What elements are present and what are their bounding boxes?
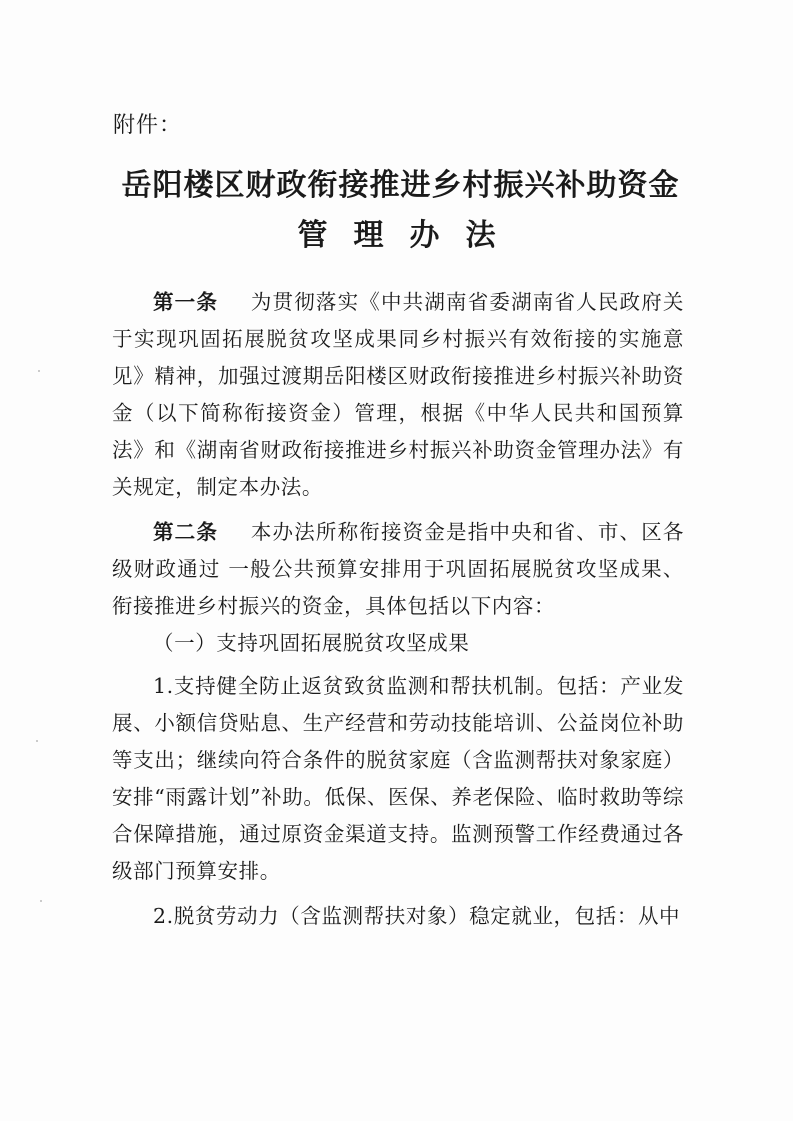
article-1 [112, 284, 684, 506]
attachment-label: 附件： [113, 113, 183, 138]
article-1-text: 为贯彻落实《中共湖南省委湖南省人民政府关于实现巩固拓展脱贫攻坚成果同乡村振兴有效衔接的实施意见》精神，加强过渡期岳阳楼区财政衔接推进乡村振兴补助资金（以下简称衔接资金）管理，根据《中华人民共和国预算法》和《湖南省财政衔接推进乡村振兴补助资金管理办法》有关规定，制定本办法。 [112, 290, 684, 499]
article-2 [112, 514, 684, 625]
item-2: 2.脱贫劳动力（含监测帮扶对象）稳定就业，包括：从中 [153, 904, 681, 928]
scan-speck [38, 370, 40, 372]
document-title-line-2: 管理办法 [297, 218, 522, 253]
article-1-number: 第一条 [153, 290, 219, 314]
document-body [112, 284, 684, 935]
article-2-number: 第二条 [153, 520, 219, 544]
scan-speck [40, 900, 42, 902]
item-1: 1.支持健全防止返贫致贫监测和帮扶机制。包括：产业发展、小额信贷贴息、生产经营和劳动技能培训、公益岗位补助等支出；继续向符合条件的脱贫家庭（含监测帮扶对象家庭）安排“雨露计划”补助。低保、医保、养老保险、临时救助等综合保障措施，通过原资金渠道支持。监测预警工作经费通过各级部门预算安排。 [112, 674, 684, 883]
article-2-text: 本办法所称衔接资金是指中央和省、市、区各级财政通过 一般公共预算安排用于巩固拓展脱贫攻坚成果、衔接推进乡村振兴的资金，具体包括以下内容： [112, 520, 684, 618]
scan-speck [36, 740, 38, 742]
document-title-line-1: 岳阳楼区财政衔接推进乡村振兴补助资金 [121, 168, 680, 203]
section-1-heading: （一）支持巩固拓展脱贫攻坚成果 [153, 631, 470, 655]
